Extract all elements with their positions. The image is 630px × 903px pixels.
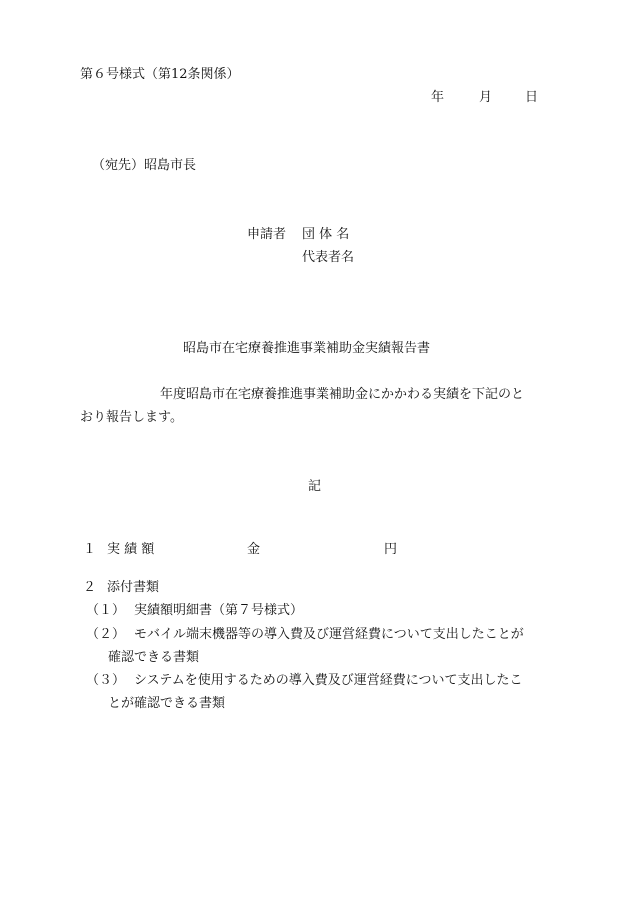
form-number: 第６号様式（第12条関係）	[80, 67, 240, 82]
attachment-item-2-text: モバイル端末機器等の導入費及び運営経費について支出したことが	[134, 627, 524, 642]
document-title: 昭島市在宅療養推進事業補助金実績報告書	[183, 341, 431, 356]
attachment-item-2-text-cont: 確認できる書類	[108, 650, 200, 665]
ki-label: 記	[308, 479, 322, 494]
attachment-item-1-number: （１）	[86, 603, 126, 618]
applicant-label: 申請者	[247, 227, 287, 242]
amount-kin-label: 金	[247, 542, 261, 557]
representative-label: 代表者名	[302, 250, 355, 265]
attachment-item-3-number: （３）	[86, 673, 126, 688]
date-day: 日	[525, 90, 539, 105]
section-2-label: 添付書類	[107, 580, 160, 595]
attachment-item-3-text: システムを使用するための導入費及び運営経費について支出したこ	[134, 673, 523, 688]
section-1-label: 実 績 額	[107, 542, 155, 557]
attachment-item-1-text: 実績額明細書（第７号様式）	[134, 603, 304, 618]
date-year: 年	[431, 90, 445, 105]
date-month: 月	[479, 90, 493, 105]
attachment-item-3-text-cont: とが確認できる書類	[108, 696, 226, 711]
section-2-number: ２	[83, 580, 97, 595]
section-1-number: １	[83, 542, 97, 557]
addressee: （宛先）昭島市長	[92, 158, 197, 173]
amount-yen-label: 円	[384, 542, 398, 557]
body-line-2: おり報告します。	[80, 410, 183, 425]
attachment-item-2-number: （２）	[86, 627, 126, 642]
org-name-label: 団 体 名	[302, 227, 350, 242]
body-line-1: 年度昭島市在宅療養推進事業補助金にかかわる実績を下記のと	[160, 387, 525, 402]
